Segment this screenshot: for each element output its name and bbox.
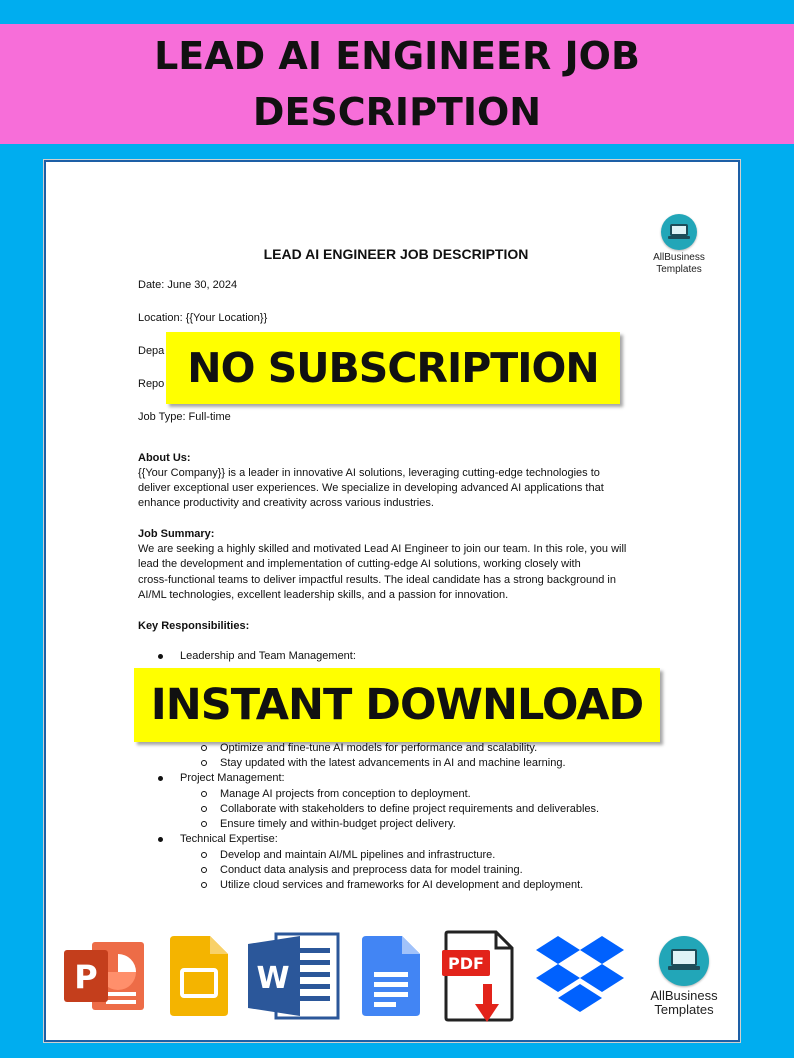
word-letter: W (256, 961, 290, 996)
responsibilities-heading: Key Responsibilities: (138, 620, 250, 632)
reports-line: Repo (138, 378, 165, 390)
brand-logo-large (642, 936, 726, 1017)
brand-name: AllBusiness (650, 988, 718, 1003)
sub-list-item: Manage AI projects from conception to deployment. (220, 787, 471, 802)
summary-heading: Job Summary: (138, 528, 215, 540)
powerpoint-letter: P (74, 958, 98, 996)
list-item: Leadership and Team Management: (180, 649, 356, 664)
powerpoint-icon[interactable] (62, 934, 146, 1018)
job-type-line: Job Type: Full-time (138, 411, 231, 423)
document-preview (44, 160, 740, 1042)
sub-list-item: Stay updated with the latest advancements in AI and machine learning. (220, 756, 566, 771)
sub-list-item: Collaborate with stakeholders to define project requirements and deliverables. (220, 802, 599, 817)
pdf-icon[interactable] (442, 930, 516, 1024)
date-line: Date: June 30, 2024 (138, 279, 238, 291)
document-title: LEAD AI ENGINEER JOB DESCRIPTION (263, 246, 529, 262)
list-item: Technical Expertise: (180, 832, 278, 847)
about-text-line: deliver exceptional user experiences. We specialize in developing advanced AI applications that (138, 482, 604, 494)
instant-download-stamp: INSTANT DOWNLOAD (134, 668, 660, 742)
brand-subname: Templates (654, 1002, 714, 1017)
list-item: Project Management: (180, 771, 285, 786)
word-icon[interactable] (246, 932, 342, 1020)
summary-text-line: lead the development and implementation of cutting-edge AI solutions, working closely with (138, 558, 581, 570)
department-line: Depa (138, 345, 165, 357)
about-text-line: {{Your Company}} is a leader in innovative AI solutions, leveraging cutting-edge technologies to (138, 467, 600, 479)
sub-list-item: Develop and maintain AI/ML pipelines and infrastructure. (220, 848, 495, 863)
laptop-icon (659, 936, 709, 986)
pdf-label: PDF (448, 954, 484, 973)
no-subscription-stamp: NO SUBSCRIPTION (166, 332, 620, 404)
sub-list-item: Conduct data analysis and preprocess data for model training. (220, 863, 523, 878)
about-text-line: enhance productivity and creativity across various industries. (138, 497, 434, 509)
location-line: Location: {{Your Location}} (138, 312, 268, 324)
about-heading: About Us: (138, 452, 191, 464)
title-banner (0, 24, 794, 144)
sub-list-item: Optimize and fine-tune AI models for performance and scalability. (220, 741, 537, 756)
summary-text-line: We are seeking a highly skilled and motivated Lead AI Engineer to join our team. In this role, you will (138, 543, 627, 555)
brand-logo-small (624, 214, 734, 276)
summary-text-line: AI/ML technologies, excellent leadership skills, and a passion for innovation. (138, 589, 509, 601)
summary-text-line: cross-functional teams to deliver impactful results. The ideal candidate has a strong background in (138, 574, 616, 586)
brand-name: AllBusiness (653, 252, 705, 263)
laptop-icon (661, 214, 697, 250)
google-docs-icon[interactable] (360, 936, 422, 1016)
google-slides-icon[interactable] (168, 936, 230, 1016)
banner-title: LEAD AI ENGINEER JOB DESCRIPTION (154, 34, 640, 134)
sub-list-item: Utilize cloud services and frameworks for AI development and deployment. (220, 878, 583, 893)
brand-subname: Templates (656, 264, 702, 275)
sub-list-item: Ensure timely and within-budget project delivery. (220, 817, 456, 832)
dropbox-icon[interactable] (532, 936, 628, 1024)
